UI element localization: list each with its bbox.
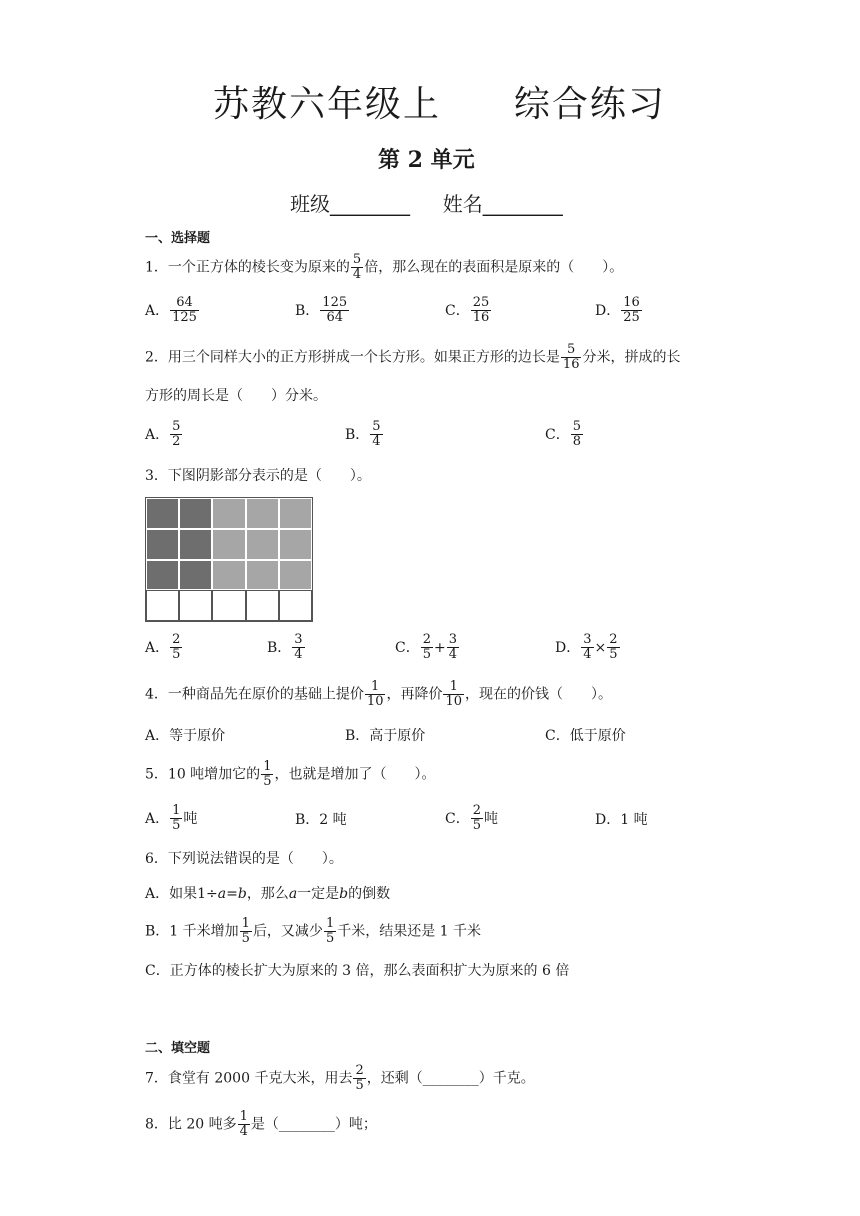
denominator: 16 xyxy=(472,310,490,325)
denominator: 5 xyxy=(325,931,335,946)
option-label: C． xyxy=(395,639,420,656)
grid-cell xyxy=(179,529,212,560)
grid-cell xyxy=(212,498,245,529)
grid-cell xyxy=(246,560,279,591)
question-text: 10 吨增加它的 xyxy=(167,766,261,783)
option-text: 后，又减少 xyxy=(252,923,323,940)
section-heading-fill: 二、填空题 xyxy=(145,1041,211,1056)
section-heading-choice: 一、选择题 xyxy=(145,231,211,246)
question-7 xyxy=(145,1064,535,1093)
option-b[interactable] xyxy=(145,917,481,946)
denominator: 8 xyxy=(572,434,581,449)
question-number: 8． xyxy=(145,1116,168,1133)
variable-a: a xyxy=(217,886,227,902)
option-text: A．如果1÷ xyxy=(145,886,218,902)
numerator: 5 xyxy=(352,252,362,267)
denominator: 5 xyxy=(263,774,272,789)
fraction xyxy=(351,253,363,282)
denominator: 4 xyxy=(294,647,303,662)
option-c[interactable]: C．正方体的棱长扩大为原来的 3 倍，那么表面积扩大为原来的 6 倍 xyxy=(145,963,570,979)
class-field: 班级________ xyxy=(290,192,410,216)
option-a[interactable] xyxy=(145,804,197,833)
equals-sign: = xyxy=(226,886,238,902)
numerator: 2 xyxy=(472,803,481,818)
numerator: 5 xyxy=(567,342,576,357)
grid-cell xyxy=(279,560,312,591)
numerator: 1 xyxy=(263,759,272,774)
grid-cell xyxy=(146,590,179,621)
option-label: C． xyxy=(445,810,470,827)
option-b[interactable]: B．2 吨 xyxy=(295,812,347,828)
grid-cell xyxy=(146,529,179,560)
question-text: 倍，那么现在的表面积是原来的（ ）。 xyxy=(364,259,624,276)
question-8 xyxy=(145,1110,377,1139)
option-label: D． xyxy=(555,639,581,656)
numerator: 3 xyxy=(294,632,303,647)
plus-operator: + xyxy=(434,639,446,656)
fraction xyxy=(471,804,483,833)
title-left: 苏教六年级上 xyxy=(213,84,442,125)
option-text: 的倒数 xyxy=(348,886,391,902)
question-3 xyxy=(145,466,371,486)
grid-cell xyxy=(246,529,279,560)
option-a[interactable] xyxy=(145,420,183,449)
grid-cell xyxy=(279,529,312,560)
fraction xyxy=(324,917,336,946)
denominator: 4 xyxy=(448,647,458,662)
option-label: B． xyxy=(295,302,320,319)
question-6 xyxy=(145,849,343,869)
option-b[interactable] xyxy=(295,296,350,325)
variable-b: b xyxy=(339,886,349,902)
option-label: A． xyxy=(145,302,170,319)
fraction xyxy=(621,296,642,325)
shaded-grid-figure xyxy=(145,497,313,622)
grid-cell xyxy=(246,590,279,621)
numerator: 2 xyxy=(172,632,181,647)
question-number: 7． xyxy=(145,1070,168,1087)
grid-cell xyxy=(246,498,279,529)
grid-cell xyxy=(146,560,179,591)
fraction xyxy=(170,633,182,662)
fraction xyxy=(292,633,304,662)
unit-title: 第 2 单元 xyxy=(378,147,475,173)
option-c[interactable] xyxy=(445,296,492,325)
option-a[interactable] xyxy=(145,296,200,325)
denominator: 10 xyxy=(445,694,463,709)
fraction xyxy=(238,1110,250,1139)
fraction xyxy=(353,1064,365,1093)
denominator: 10 xyxy=(366,694,384,709)
numerator: 16 xyxy=(623,295,640,310)
option-c[interactable] xyxy=(545,420,584,449)
question-number: 3． xyxy=(145,468,168,484)
denominator: 5 xyxy=(241,931,250,946)
grid-cell xyxy=(279,590,312,621)
fraction xyxy=(471,296,492,325)
grid-cell xyxy=(179,590,212,621)
fraction xyxy=(320,296,349,325)
denominator: 125 xyxy=(172,310,197,325)
option-label: B． xyxy=(345,426,370,443)
name-field: 姓名________ xyxy=(442,192,563,216)
grid-cell xyxy=(179,560,212,591)
question-text: ，还剩（________）千克。 xyxy=(366,1070,535,1087)
option-c[interactable] xyxy=(445,804,498,833)
option-label: D． xyxy=(595,302,621,319)
question-number: 5． xyxy=(145,766,168,783)
option-label: C． xyxy=(445,302,470,319)
question-2-line-2: 方形的周长是（ ）分米。 xyxy=(145,388,327,404)
numerator: 1 xyxy=(172,803,181,818)
fraction xyxy=(607,633,619,662)
denominator: 4 xyxy=(239,1124,248,1139)
denominator: 5 xyxy=(172,647,181,662)
times-operator: × xyxy=(594,639,607,656)
denominator: 2 xyxy=(172,434,181,449)
option-label: A． xyxy=(145,639,170,656)
variable-b: b xyxy=(237,886,247,902)
question-text: 分米，拼成的长 xyxy=(582,349,681,366)
numerator: 1 xyxy=(239,1109,248,1124)
numerator: 5 xyxy=(572,419,581,434)
question-text: ，再降价 xyxy=(386,686,443,703)
numerator: 25 xyxy=(472,295,490,310)
option-c[interactable]: C．低于原价 xyxy=(545,728,626,744)
option-text: 千米，结果还是 1 千米 xyxy=(337,923,482,940)
grid-cell xyxy=(279,498,312,529)
question-text: 比 20 吨多 xyxy=(167,1116,237,1133)
numerator: 2 xyxy=(422,632,431,647)
fraction xyxy=(581,633,593,662)
denominator: 5 xyxy=(172,818,181,833)
numerator: 2 xyxy=(609,632,618,647)
numerator: 2 xyxy=(355,1063,364,1078)
fraction xyxy=(261,760,273,789)
numerator: 3 xyxy=(583,632,592,647)
numerator: 125 xyxy=(322,295,348,310)
fraction xyxy=(421,633,433,662)
question-2 xyxy=(145,343,680,372)
question-text: 下图阴影部分表示的是（ ）。 xyxy=(167,468,371,484)
option-a[interactable] xyxy=(145,884,390,904)
question-number: 1． xyxy=(145,259,168,276)
numerator: 64 xyxy=(176,295,193,310)
question-5 xyxy=(145,760,435,789)
denominator: 5 xyxy=(422,647,431,662)
question-text: 一种商品先在原价的基础上提价 xyxy=(167,686,364,703)
question-text: 用三个同样大小的正方形拼成一个长方形。如果正方形的边长是 xyxy=(167,349,560,366)
question-text: ，也就是增加了（ ）。 xyxy=(274,766,436,783)
option-text: B．1 千米增加 xyxy=(145,923,239,940)
variable-a: a xyxy=(288,886,298,902)
numerator: 5 xyxy=(372,419,381,434)
option-label: A． xyxy=(145,426,170,443)
unit: 吨 xyxy=(183,810,198,827)
numerator: 3 xyxy=(448,632,458,647)
denominator: 4 xyxy=(583,647,592,662)
page-title xyxy=(213,76,666,127)
question-4 xyxy=(145,680,612,709)
denominator: 4 xyxy=(372,434,381,449)
option-c[interactable] xyxy=(395,633,460,662)
title-right: 综合练习 xyxy=(513,84,666,125)
denominator: 25 xyxy=(623,310,640,325)
option-a[interactable] xyxy=(145,633,183,662)
option-b[interactable]: B．高于原价 xyxy=(345,728,426,744)
option-label: C． xyxy=(545,426,570,443)
question-number: 4． xyxy=(145,686,168,703)
fraction xyxy=(571,420,583,449)
numerator: 1 xyxy=(449,679,458,694)
option-text: ，那么 xyxy=(246,886,289,902)
denominator: 16 xyxy=(562,357,580,372)
fraction xyxy=(365,680,386,709)
option-b[interactable] xyxy=(345,420,384,449)
question-text: 下列说法错误的是（ ）。 xyxy=(167,851,343,867)
option-d[interactable] xyxy=(595,296,643,325)
grid-cell xyxy=(212,560,245,591)
option-d[interactable]: D．1 吨 xyxy=(595,812,648,828)
grid-cell xyxy=(212,590,245,621)
unit: 吨 xyxy=(484,810,498,827)
question-text: ，现在的价钱（ ）。 xyxy=(465,686,613,703)
denominator: 5 xyxy=(609,647,618,662)
fraction xyxy=(170,296,199,325)
grid-cell xyxy=(212,529,245,560)
option-d[interactable] xyxy=(555,633,621,662)
question-text: 是（________）吨； xyxy=(250,1116,377,1133)
option-b[interactable] xyxy=(267,633,306,662)
student-info xyxy=(290,188,563,217)
denominator: 4 xyxy=(352,267,362,282)
option-text: 一定是 xyxy=(297,886,340,902)
numerator: 5 xyxy=(172,419,181,434)
denominator: 5 xyxy=(355,1078,364,1093)
option-a[interactable]: A．等于原价 xyxy=(145,728,226,744)
question-text: 一个正方体的棱长变为原来的 xyxy=(167,259,350,276)
question-number: 6． xyxy=(145,851,168,867)
option-label: A． xyxy=(145,810,170,827)
numerator: 1 xyxy=(241,916,250,931)
fraction xyxy=(561,343,582,372)
grid-cell xyxy=(146,498,179,529)
denominator: 5 xyxy=(472,818,481,833)
fraction xyxy=(240,917,252,946)
fraction xyxy=(447,633,459,662)
fraction xyxy=(170,804,182,833)
numerator: 1 xyxy=(371,679,380,694)
fraction xyxy=(370,420,382,449)
denominator: 64 xyxy=(320,310,349,325)
question-text: 食堂有 2000 千克大米，用去 xyxy=(167,1070,353,1087)
fraction xyxy=(170,420,182,449)
question-1 xyxy=(145,253,623,282)
option-label: B． xyxy=(267,639,292,656)
numerator: 1 xyxy=(325,916,335,931)
fraction xyxy=(443,680,464,709)
question-number: 2． xyxy=(145,349,168,366)
grid-cell xyxy=(179,498,212,529)
